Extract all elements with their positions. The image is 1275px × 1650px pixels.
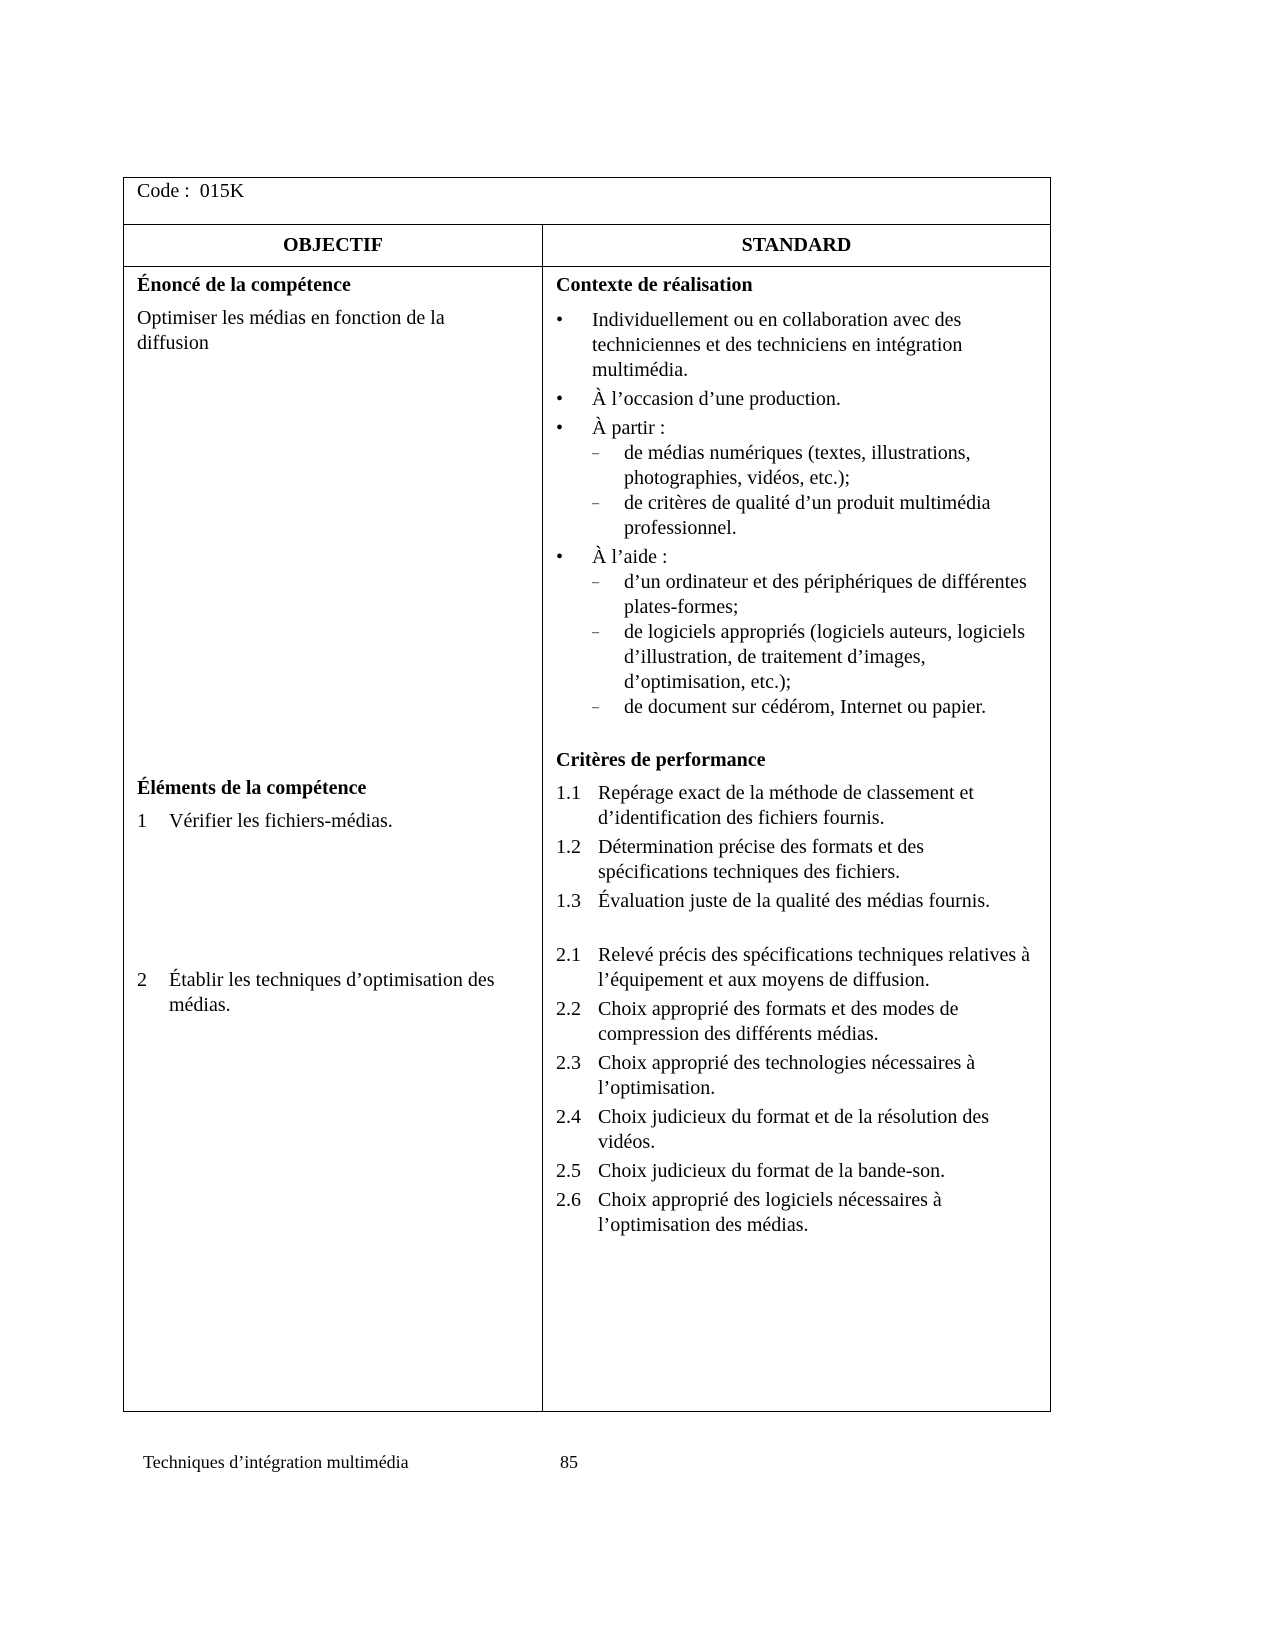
criteres-title: Critères de performance xyxy=(556,749,766,771)
contexte-text: À partir : xyxy=(592,417,666,439)
contexte-subitem xyxy=(592,491,1036,541)
contexte-subtext: de médias numériques (textes, illustrations, photographies, vidéos, etc.); xyxy=(624,442,971,489)
dash-icon: – xyxy=(592,496,599,511)
contexte-title: Contexte de réalisation xyxy=(556,274,753,296)
contexte-text: À l’aide : xyxy=(592,546,668,568)
critere-text: Repérage exact de la méthode de classement et d’identification des fichiers fournis. xyxy=(598,782,974,829)
code-row xyxy=(124,178,1051,225)
contexte-item xyxy=(556,308,1036,383)
header-row xyxy=(124,225,1051,267)
contexte-subtext: de critères de qualité d’un produit multimédia professionnel. xyxy=(624,492,991,539)
critere-text: Choix judicieux du format de la bande-son. xyxy=(598,1160,946,1182)
elements-list xyxy=(137,809,528,1018)
critere-number: 2.6 xyxy=(556,1189,581,1211)
critere-text: Choix judicieux du format et de la résolution des vidéos. xyxy=(598,1106,990,1153)
element-text: Établir les techniques d’optimisation des médias. xyxy=(169,969,495,1016)
criteres-list-2 xyxy=(556,943,1036,1238)
critere-text: Choix approprié des logiciels nécessaires à l’optimisation des médias. xyxy=(598,1189,942,1236)
critere-number: 2.2 xyxy=(556,998,581,1020)
contexte-subitem xyxy=(592,441,1036,491)
footer-title: Techniques d’intégration multimédia xyxy=(143,1452,409,1472)
critere-text: Relevé précis des spécifications techniques relatives à l’équipement et aux moyens de diffusion. xyxy=(598,944,1031,991)
page-number: 85 xyxy=(560,1452,578,1472)
critere-item xyxy=(556,1159,1036,1184)
critere-number: 2.4 xyxy=(556,1106,581,1128)
critere-item xyxy=(556,781,1036,831)
enonce-title: Énoncé de la compétence xyxy=(137,274,351,296)
code-cell xyxy=(124,178,1051,225)
objectif-header: OBJECTIF xyxy=(124,225,543,267)
contexte-item xyxy=(556,416,1036,541)
dash-icon: – xyxy=(592,700,599,715)
contexte-item xyxy=(556,387,1036,412)
contexte-subtext: d’un ordinateur et des périphériques de différentes plates-formes; xyxy=(624,571,1027,618)
critere-text: Choix approprié des technologies nécessaires à l’optimisation. xyxy=(598,1052,976,1099)
critere-item xyxy=(556,1188,1036,1238)
contexte-subitem xyxy=(592,620,1036,695)
contexte-text: Individuellement ou en collaboration avec des techniciennes et des techniciens en intégration multimédia. xyxy=(592,309,963,381)
code-value: 015K xyxy=(199,180,245,202)
contexte-list xyxy=(556,308,1036,720)
contexte-subtext: de logiciels appropriés (logiciels auteurs, logiciels d’illustration, de traitement d’images, d’optimisation, etc.); xyxy=(624,621,1025,693)
critere-item xyxy=(556,835,1036,885)
objectif-column xyxy=(124,267,543,1412)
standard-column xyxy=(543,267,1051,1412)
competency-table xyxy=(123,177,1051,1412)
critere-text: Détermination précise des formats et des spécifications techniques des fichiers. xyxy=(598,836,924,883)
standard-header: STANDARD xyxy=(543,225,1051,267)
body-row xyxy=(124,267,1051,1412)
critere-number: 2.1 xyxy=(556,944,581,966)
contexte-subitem xyxy=(592,570,1036,620)
element-number: 1 xyxy=(137,810,147,832)
contexte-item xyxy=(556,545,1036,720)
critere-text: Évaluation juste de la qualité des médias fournis. xyxy=(598,890,991,912)
dash-icon: – xyxy=(592,446,599,461)
bullet-icon: • xyxy=(556,546,564,568)
bullet-icon: • xyxy=(556,417,564,439)
bullet-icon: • xyxy=(556,309,564,331)
critere-item xyxy=(556,889,1036,914)
critere-number: 1.2 xyxy=(556,836,581,858)
contexte-sublist xyxy=(592,570,1036,720)
criteres-list-1 xyxy=(556,781,1036,914)
contexte-sublist xyxy=(592,441,1036,541)
critere-item xyxy=(556,1105,1036,1155)
critere-item xyxy=(556,943,1036,993)
dash-icon: – xyxy=(592,625,599,640)
elements-title: Éléments de la compétence xyxy=(137,777,367,799)
element-item xyxy=(137,968,528,1018)
code-label: Code : xyxy=(137,180,190,202)
critere-number: 1.3 xyxy=(556,890,581,912)
dash-icon: – xyxy=(592,575,599,590)
critere-text: Choix approprié des formats et des modes de compression des différents médias. xyxy=(598,998,959,1045)
critere-item xyxy=(556,1051,1036,1101)
contexte-subtext: de document sur cédérom, Internet ou papier. xyxy=(624,696,987,718)
element-item xyxy=(137,809,528,834)
critere-number: 2.3 xyxy=(556,1052,581,1074)
critere-number: 2.5 xyxy=(556,1160,581,1182)
contexte-subitem xyxy=(592,695,1036,720)
contexte-text: À l’occasion d’une production. xyxy=(592,388,841,410)
bullet-icon: • xyxy=(556,388,564,410)
enonce-text: Optimiser les médias en fonction de la diffusion xyxy=(137,307,445,354)
critere-item xyxy=(556,997,1036,1047)
critere-number: 1.1 xyxy=(556,782,581,804)
element-number: 2 xyxy=(137,969,147,991)
element-text: Vérifier les fichiers-médias. xyxy=(169,810,393,832)
